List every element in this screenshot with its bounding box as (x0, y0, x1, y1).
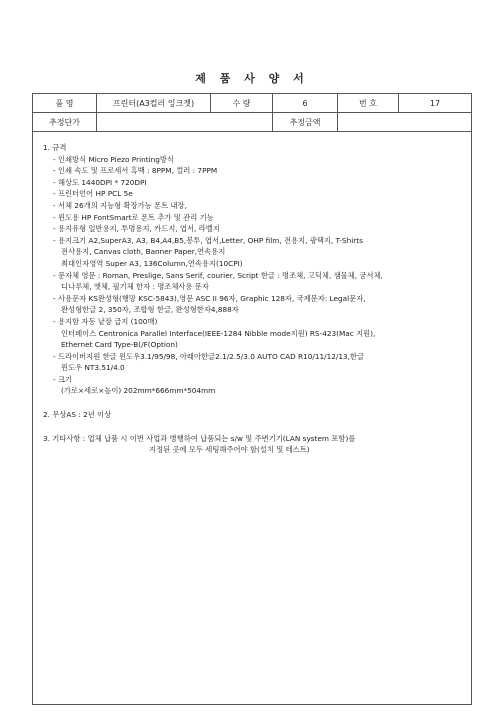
spec-line-cont: 인터페이스 Centronica Parallel Interface(IEEE-1284 Nibble mode지원) RS-423(Mac 지원), (61, 328, 376, 338)
amount-value (338, 113, 471, 131)
spec-content (43, 142, 463, 456)
spec-line: - 용지크기 A2,SuperA3, A3, B4,A4,B5,봉투, 엽서,Letter, OHP film, 전용지, 광택지, T-Shirts (53, 235, 363, 245)
spec-line: - 인쇄방식 Micro Piezo Printing방식 (53, 154, 174, 164)
spec-sheet (32, 93, 472, 705)
spec-line-cont: 전사용지, Canvas cloth, Banner Paper,연속용지 (61, 247, 226, 257)
spec-line: - 사용문자 KS완성형(행망 KSC-5843),영문 ASC II 96자, Graphic 128자, 국제문자: Legal문자, (53, 293, 366, 303)
spec-line: - 윈도용 HP FontSmart로 폰트 추가 및 관리 기능 (53, 212, 214, 222)
etc-section-cont: 지정된 곳에 모두 세팅해주어야 함(설치 및 테스트) (149, 445, 310, 455)
spacer (43, 397, 463, 409)
spec-heading: 1. 규격 (43, 143, 67, 152)
etc-section: 3. 기타사항 : 업체 납품 시 이번 사업과 병행하여 납품되는 s/w 및 주변기기(LAN system 포함)를 (43, 433, 356, 443)
number-label: 번 호 (338, 94, 399, 112)
spec-line: - 드라이버지원 한글 윈도우3.1/95/98, 아래아한글2.1/2.5/3.0 AUTO CAD R10/11/12/13,한글 (53, 351, 365, 361)
spec-line: - 용지유형 일반용지, 투명용지, 카드지, 엽서, 라벨지 (53, 224, 220, 234)
spec-line-cont: 최대인자영역 Super A3, 136Column,연속용지(10CPI) (61, 258, 243, 268)
unit-price-label: 추정단가 (33, 113, 97, 131)
spec-line: - 서체 26개의 지능형 확장가능 폰트 내장, (53, 200, 187, 210)
spec-line-cont: Ethernet Card Type-B(/F(Option) (61, 340, 178, 350)
item-name-value: 프린터(A3컬러 잉크젯) (97, 94, 211, 112)
spacer (43, 421, 463, 433)
spec-line-cont: 완성형한글 2, 350자, 조합형 한글, 완성형한자4,888자 (61, 305, 239, 315)
unit-price-value (97, 113, 273, 131)
number-value: 17 (429, 98, 441, 108)
spec-line: - 해상도 1440DPI * 720DPI (53, 177, 147, 187)
amount-label: 추정금액 (273, 113, 338, 131)
spec-line: - 프린터언어 HP PCL 5e (53, 189, 133, 199)
header-row-1 (33, 94, 471, 113)
quantity-label: 수 량 (211, 94, 273, 112)
spec-line: - 문자체 영문 : Roman, Preslige, Sans Serif, courier, Script 한글 : 명조체, 고딕체, 샘물체, 궁서체, (53, 270, 383, 280)
page-title: 제 품 사 양 서 (195, 72, 309, 85)
spec-line-cont: (가로×세로×높이) 202mm*666mm*504mm (61, 386, 216, 396)
item-name-label: 품 명 (33, 94, 97, 112)
spec-line: - 크기 (53, 374, 73, 384)
quantity-value: 6 (273, 94, 338, 112)
header-row-2 (33, 113, 471, 132)
spec-line: - 용지함 자동 낱장 급지 (100매) (53, 316, 158, 326)
spec-line-cont: 디나루체, 엣체, 필기체 한자 : 명조체사용 문자 (61, 282, 209, 292)
spec-line-cont: 윈도우 NT3.51/4.0 (61, 363, 125, 373)
warranty-section: 2. 무상AS : 2년 이상 (43, 410, 112, 420)
spec-line: - 인쇄 속도 및 프로세서 흑백 : 8PPM, 컬러 : 7PPM (53, 166, 218, 176)
